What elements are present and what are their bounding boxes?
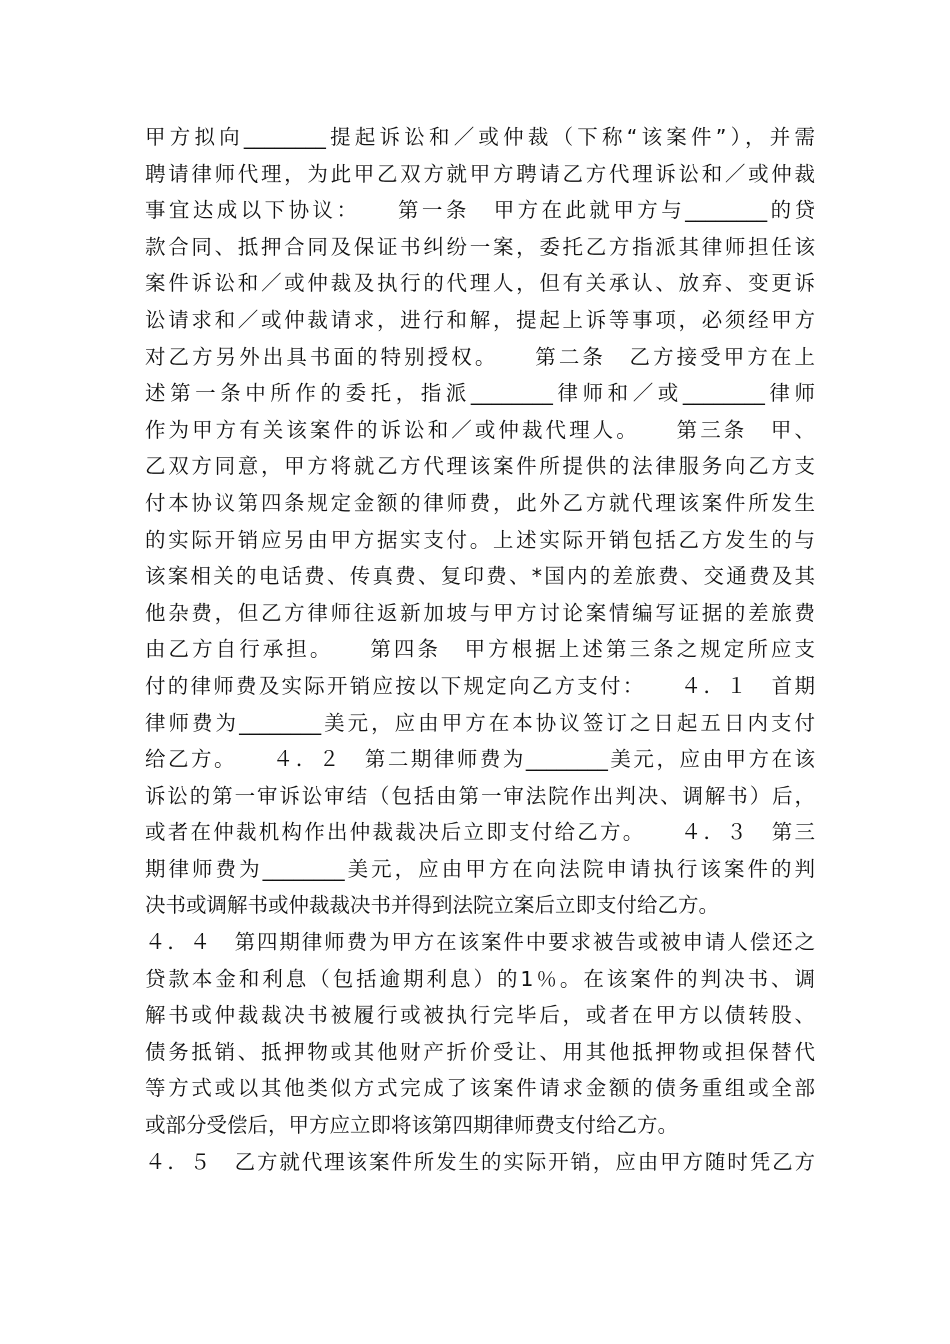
text-line-20: 或者在仲裁机构作出仲裁裁决后立即支付给乙方。 ４．３ 第三 xyxy=(145,820,815,845)
text-line-11: 付本协议第四条规定金额的律师费，此外乙方就代理该案件所发生 xyxy=(145,490,815,515)
text-line-17: 律师费为________美元，应由甲方在本协议签订之日起五日内支付 xyxy=(145,710,815,735)
text-line-18: 给乙方。 ４．２ 第二期律师费为________美元，应由甲方在该 xyxy=(145,747,815,772)
text-line-5: 案件诉讼和／或仲裁及执行的代理人，但有关承认、放弃、变更诉 xyxy=(145,271,815,296)
text-line-19: 诉讼的第一审诉讼审结（包括由第一审法院作出判决、调解书）后， xyxy=(145,783,815,808)
text-line-29: ４．５ 乙方就代理该案件所发生的实际开销，应由甲方随时凭乙方 xyxy=(145,1149,815,1174)
text-line-21: 期律师费为________美元，应由甲方在向法院申请执行该案件的判 xyxy=(145,856,815,881)
text-line-15: 由乙方自行承担。 第四条 甲方根据上述第三条之规定所应支 xyxy=(145,637,815,662)
text-line-23: ４．４ 第四期律师费为甲方在该案件中要求被告或被申请人偿还之 xyxy=(145,930,815,955)
text-line-10: 乙双方同意，甲方将就乙方代理该案件所提供的法律服务向乙方支 xyxy=(145,454,815,479)
text-line-12: 的实际开销应另由甲方据实支付。上述实际开销包括乙方发生的与 xyxy=(145,527,815,552)
text-line-1: 甲方拟向________提起诉讼和／或仲裁（下称“该案件”），并需 xyxy=(145,125,815,149)
text-line-22: 决书或调解书或仲裁裁决书并得到法院立案后立即支付给乙方。 xyxy=(145,893,719,918)
text-line-27: 等方式或以其他类似方式完成了该案件请求金额的债务重组或全部 xyxy=(145,1076,815,1101)
text-line-6: 讼请求和／或仲裁请求，进行和解，提起上诉等事项，必须经甲方 xyxy=(145,307,815,332)
text-line-26: 债务抵销、抵押物或其他财产折价受让、用其他抵押物或担保替代 xyxy=(145,1039,815,1064)
text-line-14: 他杂费，但乙方律师往返新加坡与甲方讨论案情编写证据的差旅费 xyxy=(145,600,815,625)
text-line-25: 解书或仲裁裁决书被履行或被执行完毕后，或者在甲方以债转股、 xyxy=(145,1003,815,1028)
text-line-9: 作为甲方有关该案件的诉讼和／或仲裁代理人。 第三条 甲、 xyxy=(145,417,815,442)
text-line-3: 事宜达成以下协议： 第一条 甲方在此就甲方与________的贷 xyxy=(145,198,815,223)
text-line-16: 付的律师费及实际开销应按以下规定向乙方支付： ４．１ 首期 xyxy=(145,673,815,698)
text-line-8: 述第一条中所作的委托，指派________律师和／或________律师 xyxy=(145,381,815,406)
text-line-7: 对乙方另外出具书面的特别授权。 第二条 乙方接受甲方在上 xyxy=(145,344,815,369)
text-line-2: 聘请律师代理，为此甲乙双方就甲方聘请乙方代理诉讼和／或仲裁 xyxy=(145,161,815,186)
text-line-28: 或部分受偿后，甲方应立即将该第四期律师费支付给乙方。 xyxy=(145,1113,678,1138)
text-line-4: 款合同、抵押合同及保证书纠纷一案，委托乙方指派其律师担任该 xyxy=(145,234,815,259)
text-line-24: 贷款本金和利息（包括逾期利息）的1％。在该案件的判决书、调 xyxy=(145,966,815,991)
contract-body-text xyxy=(145,119,815,1180)
text-line-13: 该案相关的电话费、传真费、复印费、*国内的差旅费、交通费及其 xyxy=(145,564,815,589)
